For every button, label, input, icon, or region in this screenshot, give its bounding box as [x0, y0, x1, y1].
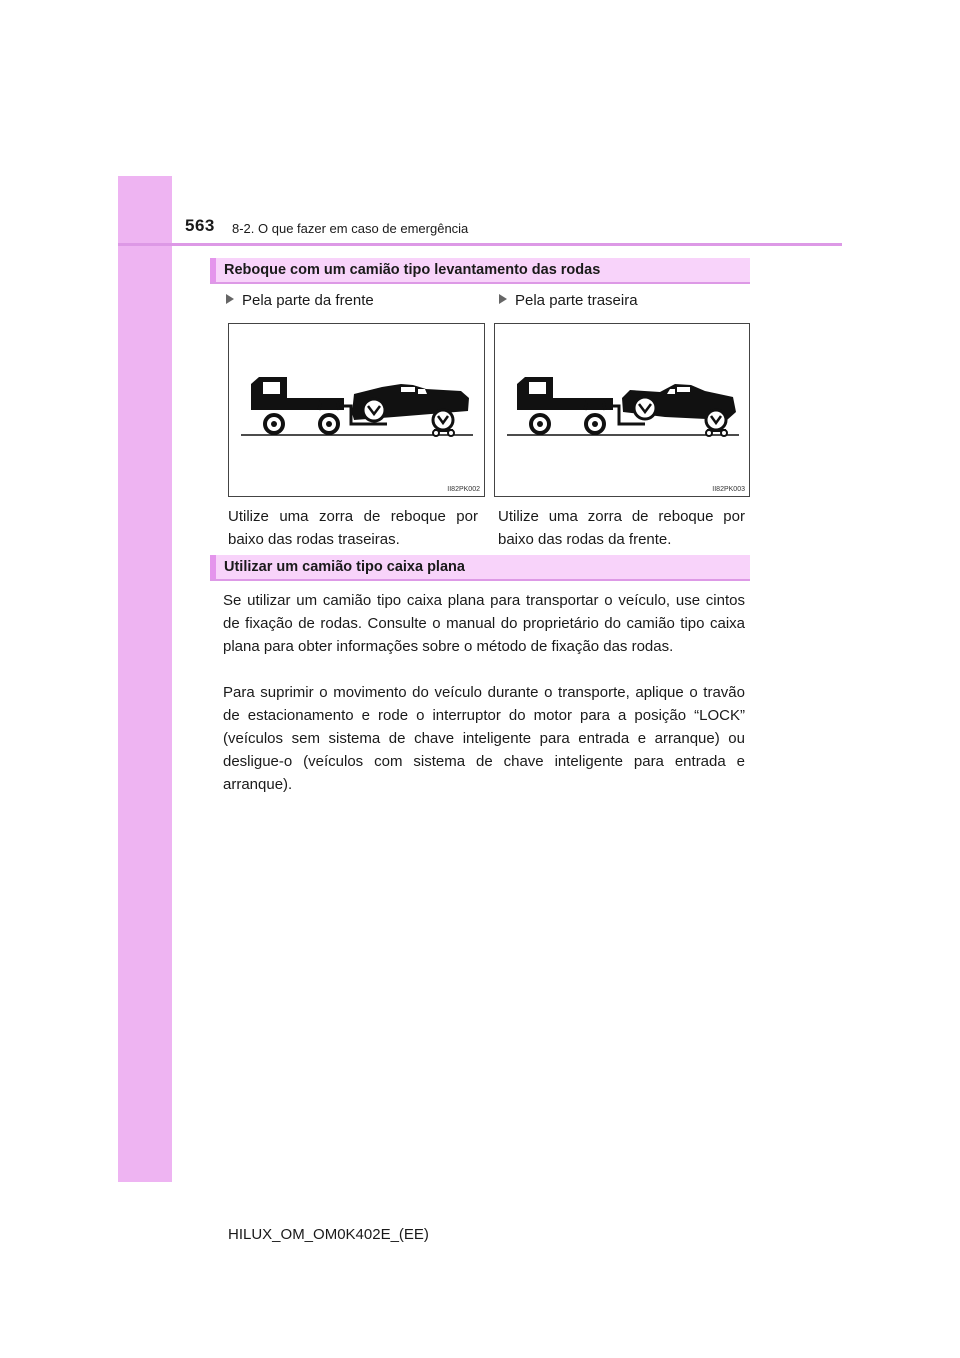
- tow-truck-illustration: [229, 324, 484, 496]
- section-heading-text: Utilizar um camião tipo caixa plana: [224, 559, 465, 575]
- caption-front: Utilize uma zorra de reboque por baixo das rodas traseiras.: [228, 508, 478, 548]
- caption-rear: Utilize uma zorra de reboque por baixo das rodas da frente.: [498, 508, 745, 548]
- bullet-from-front: [226, 292, 374, 309]
- footer-code: HILUX_OM_OM0K402E_(EE): [228, 1226, 429, 1243]
- header-rule: [118, 243, 842, 246]
- figure-tow-rear: [494, 323, 750, 497]
- figure-tow-front: [228, 323, 485, 497]
- tow-truck-illustration: [495, 324, 749, 496]
- figure-code: II82PK003: [712, 486, 745, 493]
- section-heading-text: Reboque com um camião tipo levantamento das rodas: [224, 262, 601, 278]
- side-thumb-band: [118, 176, 172, 1182]
- figure-code: II82PK002: [447, 486, 480, 493]
- paragraph-flatbed-straps: Se utilizar um camião tipo caixa plana para transportar o veículo, use cintos de fixação de rodas. Consulte o manual do proprietário do camião tipo caixa plana para obter informações sobre o método de fixação das rodas.: [223, 592, 745, 655]
- bullet-from-rear: [499, 292, 638, 309]
- paragraph-flatbed-parking: Para suprimir o movimento do veículo durante o transporte, aplique o travão de estacionamento e rode o interruptor do motor para a posição “LOCK” (veículos sem sistema de chave inteligente para entrada e arranque) ou desligue-o (veículos com sistema de chave inteligente para entrada e arranque).: [223, 684, 745, 793]
- bullet-label-text: Pela parte traseira: [515, 292, 638, 309]
- section-heading-wheel-lift: [210, 258, 750, 284]
- section-heading-flatbed: [210, 555, 750, 581]
- triangle-bullet-icon: [499, 294, 507, 304]
- bullet-label-text: Pela parte da frente: [242, 292, 374, 309]
- triangle-bullet-icon: [226, 294, 234, 304]
- chapter-title: 8-2. O que fazer em caso de emergência: [232, 221, 469, 236]
- page-number: 563: [185, 216, 215, 235]
